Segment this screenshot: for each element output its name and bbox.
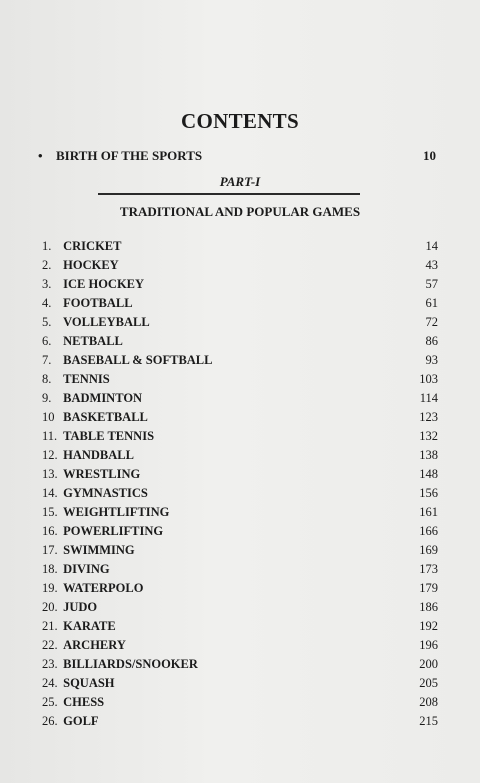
toc-entry-page-number: 173 [419,562,438,576]
toc-entry-title: NETBALL [63,334,123,348]
toc-entry [42,712,438,731]
toc-entry-number: 13. [42,467,58,481]
toc-entry-number: 12. [42,448,58,462]
toc-entry-number: 4. [42,296,52,310]
toc-entry-number: 15. [42,505,58,519]
toc-entry [42,674,438,693]
contents-title: CONTENTS [181,109,299,133]
bullet-icon: • [38,148,43,163]
toc-entry [42,275,438,294]
toc-entry-number: 17. [42,543,58,557]
toc-entry [42,332,438,351]
toc-entry-page-number: 103 [419,372,438,386]
toc-entry-page-number: 114 [419,391,438,405]
toc-entry-page-number: 86 [425,334,438,348]
toc-entry-number: 6. [42,334,52,348]
toc-entry-number: 19. [42,581,58,595]
toc-entry-number: 23. [42,657,58,671]
toc-entry [42,465,438,484]
toc-entry-title: CRICKET [63,239,122,253]
toc-entry-title: TENNIS [63,372,110,386]
toc-entry [42,617,438,636]
intro-label: BIRTH OF THE SPORTS [56,148,203,163]
toc-entry-page-number: 138 [419,448,438,462]
toc-entry-number: 22. [42,638,58,652]
toc-entry-page-number: 205 [419,676,438,690]
toc-entry [42,560,438,579]
toc-entry [42,446,438,465]
show-through-texture [30,4,470,114]
toc-entry-page-number: 192 [419,619,438,633]
toc-entry-number: 1. [42,239,52,253]
toc-entry-page-number: 215 [419,714,438,728]
toc-entry-page-number: 179 [419,581,438,595]
toc-entry-title: BASKETBALL [63,410,148,424]
toc-entry-number: 7. [42,353,52,367]
toc-entry-title: WRESTLING [63,467,141,481]
toc-entry [42,237,438,256]
toc-entry [42,693,438,712]
toc-entry-page-number: 196 [419,638,438,652]
toc-entry-title: HOCKEY [63,258,119,272]
toc-entry-title: KARATE [63,619,116,633]
toc-entry-page-number: 208 [419,695,438,709]
toc-entry-page-number: 43 [425,258,438,272]
toc-entry-page-number: 93 [425,353,438,367]
intro-page-number: 10 [423,148,436,163]
toc-entry-page-number: 123 [419,410,438,424]
toc-entry-title: WATERPOLO [63,581,144,595]
toc-entry-title: JUDO [63,600,98,614]
toc-entry [42,408,438,427]
toc-entry-number: 5. [42,315,52,329]
toc-entry-title: GYMNASTICS [63,486,148,500]
toc-entry [42,389,438,408]
part-heading: PART-I [219,174,261,189]
toc-entry-number: 14. [42,486,58,500]
toc-entry-title: BASEBALL & SOFTBALL [63,353,213,367]
toc-entry [42,636,438,655]
toc-entry-page-number: 72 [425,315,438,329]
toc-entry-page-number: 166 [419,524,438,538]
toc-entry-title: ICE HOCKEY [63,277,145,291]
intro-entry [38,148,436,164]
toc-entry [42,256,438,275]
toc-entry-number: 2. [42,258,52,272]
toc-entry [42,598,438,617]
toc-entry-page-number: 132 [419,429,438,443]
toc-entry-title: CHESS [63,695,105,709]
section-heading: TRADITIONAL AND POPULAR GAMES [119,204,361,219]
toc-entry [42,484,438,503]
toc-entry [42,522,438,541]
toc-entry-title: WEIGHTLIFTING [63,505,170,519]
toc-entry-page-number: 186 [419,600,438,614]
toc-entry-number: 11. [42,429,58,443]
toc-entry-number: 3. [42,277,52,291]
toc-entry-number: 20. [42,600,58,614]
toc-entry-number: 8. [42,372,52,386]
toc-entry-title: TABLE TENNIS [63,429,155,443]
toc-entry-title: HANDBALL [63,448,134,462]
toc-entry [42,503,438,522]
toc-entry [42,427,438,446]
toc-entry-number: 18. [42,562,58,576]
toc-entry-number: 9. [42,391,52,405]
toc-entry [42,313,438,332]
toc-entry-title: POWERLIFTING [63,524,164,538]
toc-entry [42,579,438,598]
toc-entry-page-number: 148 [419,467,438,481]
toc-entry-page-number: 156 [419,486,438,500]
toc-entry-title: ARCHERY [63,638,126,652]
toc-entry-title: BADMINTON [63,391,143,405]
toc-entry-page-number: 169 [419,543,438,557]
toc-entry-title: BILLIARDS/SNOOKER [63,657,198,671]
divider-rule [98,193,360,195]
toc-entry-number: 10 [42,410,55,424]
toc-entry-number: 16. [42,524,58,538]
toc-entry-number: 26. [42,714,58,728]
toc-entry [42,370,438,389]
toc-entry-page-number: 61 [425,296,438,310]
toc-entry-title: VOLLEYBALL [63,315,150,329]
toc-entry-title: SWIMMING [63,543,135,557]
toc-list [42,237,438,731]
toc-entry [42,351,438,370]
toc-entry-page-number: 14 [425,239,438,253]
toc-entry-title: SQUASH [63,676,115,690]
toc-entry [42,655,438,674]
toc-entry-number: 21. [42,619,58,633]
toc-entry-number: 25. [42,695,58,709]
toc-entry-page-number: 57 [425,277,438,291]
toc-entry-page-number: 200 [419,657,438,671]
toc-entry [42,294,438,313]
toc-entry-title: DIVING [63,562,110,576]
toc-entry-page-number: 161 [419,505,438,519]
toc-entry-title: GOLF [63,714,99,728]
toc-entry-title: FOOTBALL [63,296,133,310]
toc-entry [42,541,438,560]
toc-entry-number: 24. [42,676,58,690]
